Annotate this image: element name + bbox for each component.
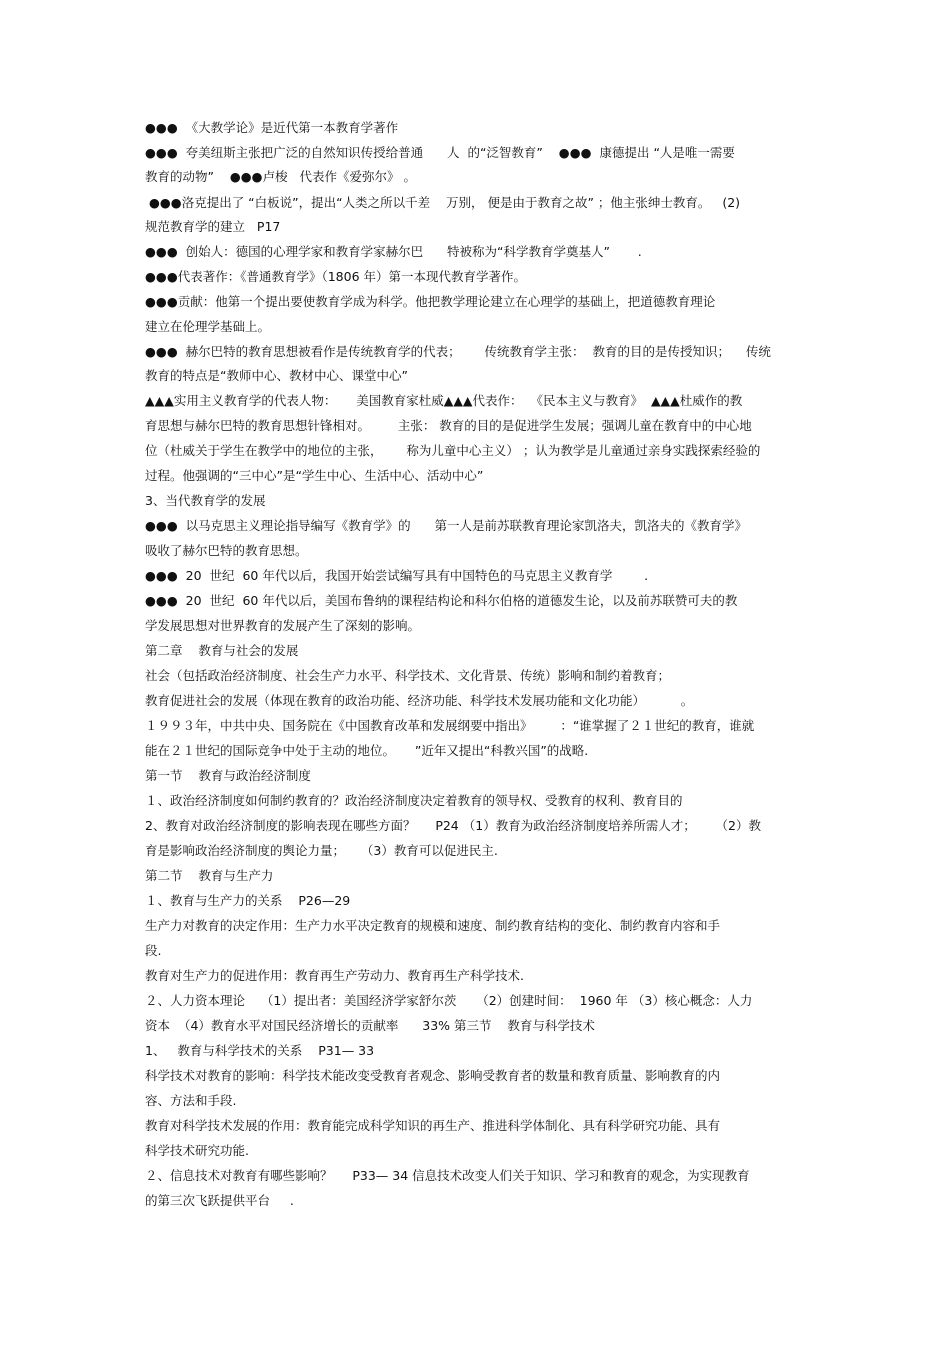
text-line: 育是影响政治经济制度的舆论力量； （3）教育可以促进民主. — [145, 843, 498, 858]
section-heading: 第二节 教育与生产力 — [145, 868, 274, 883]
text-line: 资本 （4）教育水平对国民经济增长的贡献率 33% 第三节 教育与科学技术 — [145, 1018, 595, 1033]
text-line: 过程。他强调的“三中心”是“学生中心、生活中心、活动中心” — [145, 468, 484, 483]
text-line: 教育对生产力的促进作用：教育再生产劳动力、教育再生产科学技术. — [145, 968, 524, 983]
text-line: １、教育与生产力的关系 P26—29 — [145, 893, 351, 908]
text-line: 教育对科学技术发展的作用：教育能完成科学知识的再生产、推进科学体制化、具有科学研究功能、具有 — [145, 1118, 721, 1133]
text-line: ●●● 以马克思主义理论指导编写《教育学》的 第一人是前苏联教育理论家凯洛夫，凯洛夫的《教育学》 — [145, 518, 748, 533]
text-line: １９９３年，中共中央、国务院在《中国教育改革和发展纲要中指出》 ：“谁掌握了２１世纪的教育，谁就 — [145, 718, 755, 733]
text-line: ２、信息技术对教育有哪些影响？ P33— 34 信息技术改变人们关于知识、学习和教育的观念，为实现教育 — [145, 1168, 750, 1183]
text-line: 科学技术对教育的影响：科学技术能改变受教育者观念、影响受教育者的数量和教育质量、影响教育的内 — [145, 1068, 721, 1083]
text-line: ２、人力资本理论 （1）提出者：美国经济学家舒尔茨 （2）创建时间： 1960 年 （3）核心概念：人力 — [145, 993, 753, 1008]
text-line: 位（杜威关于学生在教学中的地位的主张， 称为儿童中心主义） ；认为教学是儿童通过亲身实践探索经验的 — [145, 443, 761, 458]
text-line: 教育促进社会的发展（体现在教育的政治功能、经济功能、科学技术发展功能和文化功能） 。 — [145, 693, 694, 708]
text-line: 科学技术研究功能. — [145, 1143, 249, 1158]
text-line: ●●●贡献：他第一个提出要使教育学成为科学。他把教学理论建立在心理学的基础上，把道德教育理论 — [145, 294, 716, 309]
text-line: 建立在伦理学基础上。 — [145, 319, 271, 334]
text-line: 社会（包括政治经济制度、社会生产力水平、科学技术、文化背景、传统）影响和制约着教育； — [145, 668, 671, 683]
text-line: ●●● 《大教学论》是近代第一本教育学著作 — [145, 120, 399, 135]
text-line: １、政治经济制度如何制约教育的？政治经济制度决定着教育的领导权、受教育的权利、教育目的 — [145, 793, 683, 808]
text-line: 规范教育学的建立 P17 — [145, 219, 281, 234]
text-line: ●●● 夸美纽斯主张把广泛的自然知识传授给普通 人 的“泛智教育” ●●● 康德提出 “人是唯一需要 — [145, 145, 735, 160]
text-line: 能在２１世纪的国际竞争中处于主动的地位。 ”近年又提出“科教兴国”的战略. — [145, 743, 589, 758]
text-line: 1、 教育与科学技术的关系 P31— 33 — [145, 1043, 375, 1058]
text-line: ●●●洛克提出了 “白板说”，提出“人类之所以千差 万别， 便是由于教育之故” ；他主张绅士教育。 (2) — [145, 195, 741, 210]
text-line: 学发展思想对世界教育的发展产生了深刻的影响。 — [145, 618, 421, 633]
text-line: 生产力对教育的决定作用：生产力水平决定教育的规模和速度、制约教育结构的变化、制约教育内容和手 — [145, 918, 721, 933]
text-line: ●●● 20 世纪 60 年代以后，我国开始尝试编写具有中国特色的马克思主义教育学 . — [145, 568, 649, 583]
text-line: 2、教育对政治经济制度的影响表现在哪些方面？ P24 （1）教育为政治经济制度培养所需人才； （2）教 — [145, 818, 762, 833]
chapter-heading: 第二章 教育与社会的发展 — [145, 643, 299, 658]
text-line: ●●● 创始人：德国的心理学家和教育学家赫尔巴 特被称为“科学教育学奠基人” . — [145, 244, 642, 259]
text-line: ●●● 赫尔巴特的教育思想被看作是传统教育学的代表； 传统教育学主张： 教育的目的是传授知识； 传统 — [145, 344, 771, 359]
section-heading: 3、当代教育学的发展 — [145, 493, 266, 508]
text-line: ●●● 20 世纪 60 年代以后，美国布鲁纳的课程结构论和科尔伯格的道德发生论，以及前苏联赞可夫的教 — [145, 593, 738, 608]
text-line: ▲▲▲实用主义教育学的代表人物： 美国教育家杜威▲▲▲代表作： 《民本主义与教育》 ▲▲▲杜威作的教 — [145, 393, 743, 408]
text-line: 教育的动物” ●●●卢梭 代表作《爱弥尔》 。 — [145, 169, 416, 184]
text-line: 教育的特点是“教师中心、教材中心、课堂中心” — [145, 368, 408, 383]
text-line: 段. — [145, 943, 162, 958]
text-line: 容、方法和手段. — [145, 1093, 237, 1108]
text-line: 育思想与赫尔巴特的教育思想针锋相对。 主张： 教育的目的是促进学生发展；强调儿童在教育中的中心地 — [145, 418, 752, 433]
text-line: ●●●代表著作：《普通教育学》（1806 年）第一本现代教育学著作。 — [145, 269, 527, 284]
section-heading: 第一节 教育与政治经济制度 — [145, 768, 311, 783]
text-line: 的第三次飞跃提供平台 . — [145, 1193, 294, 1208]
text-line: 吸收了赫尔巴特的教育思想。 — [145, 543, 308, 558]
